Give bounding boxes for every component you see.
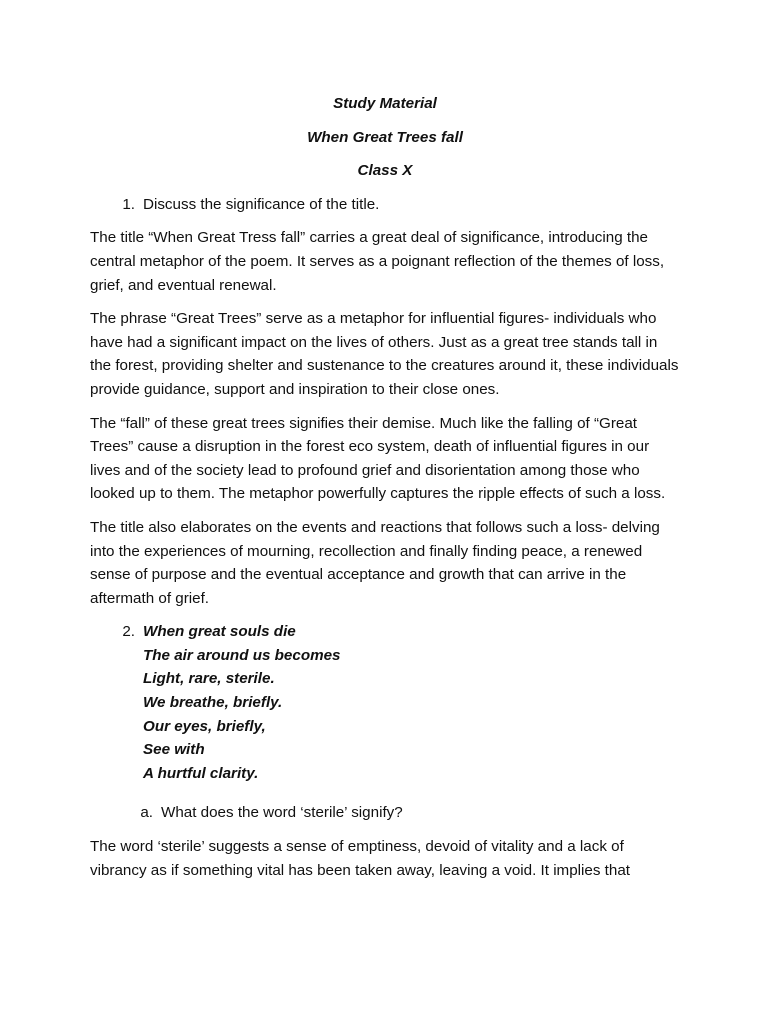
question-1-number: 1. xyxy=(122,195,135,213)
poem-excerpt xyxy=(135,620,341,785)
doc-heading-study-material: Study Material xyxy=(333,95,437,112)
doc-heading-class: Class X xyxy=(357,162,413,180)
question-2a xyxy=(90,801,680,825)
question-2a-text: What does the word ‘sterile’ signify? xyxy=(161,804,403,822)
answer-2a-paragraph: The word ‘sterile’ suggests a sense of emptiness, devoid of vitality and a lack of vibrancy as if something vital has been taken away, leaving a void. It implies that xyxy=(90,838,631,879)
doc-heading-poem-title: When Great Trees fall xyxy=(307,128,463,146)
question-2-number: 2. xyxy=(122,623,135,641)
answer-1-paragraph-1: The title “When Great Tress fall” carries a great deal of significance, introducing the central metaphor of the poem. It serves as a poignant reflection of the themes of loss, grief, and eventual renewal. xyxy=(90,229,665,294)
poem-line: A hurtful clarity. xyxy=(143,764,259,782)
answer-1-paragraph-2: The phrase “Great Trees” serve as a metaphor for influential figures- individuals who have had a significant impact on the lives of others. Just as a great tree stands tall in the forest, providing shelter and sustenance to the creatures around it, these individuals provide guidance, support and inspiration to their close ones. xyxy=(90,310,679,398)
poem-line: Our eyes, briefly, xyxy=(143,717,266,735)
poem-line: We breathe, briefly. xyxy=(143,694,283,712)
answer-1-paragraph-4: The title also elaborates on the events and reactions that follows such a loss- delving into the experiences of mourning, recollection and finally finding peace, a renewed sense of purpose and the eventual acceptance and growth that can arrive in the aftermath of grief. xyxy=(90,518,660,607)
document-page xyxy=(90,92,680,892)
answer-1-paragraph-3: The “fall” of these great trees signifies their demise. Much like the falling of “Great Trees” cause a disruption in the forest eco system, death of influential figures in our lives and of the society lead to profound grief and disorientation among those who looked up to them. The metaphor powerfully captures the ripple effects of such a loss. xyxy=(90,414,666,503)
poem-line: Light, rare, sterile. xyxy=(143,670,275,688)
question-1 xyxy=(90,193,680,217)
poem-line: See with xyxy=(143,741,205,759)
question-2-poem xyxy=(90,620,680,785)
poem-line: When great souls die xyxy=(143,623,296,641)
question-2a-label: a. xyxy=(140,804,153,822)
question-1-text: Discuss the significance of the title. xyxy=(143,195,380,213)
poem-line: The air around us becomes xyxy=(143,646,341,664)
